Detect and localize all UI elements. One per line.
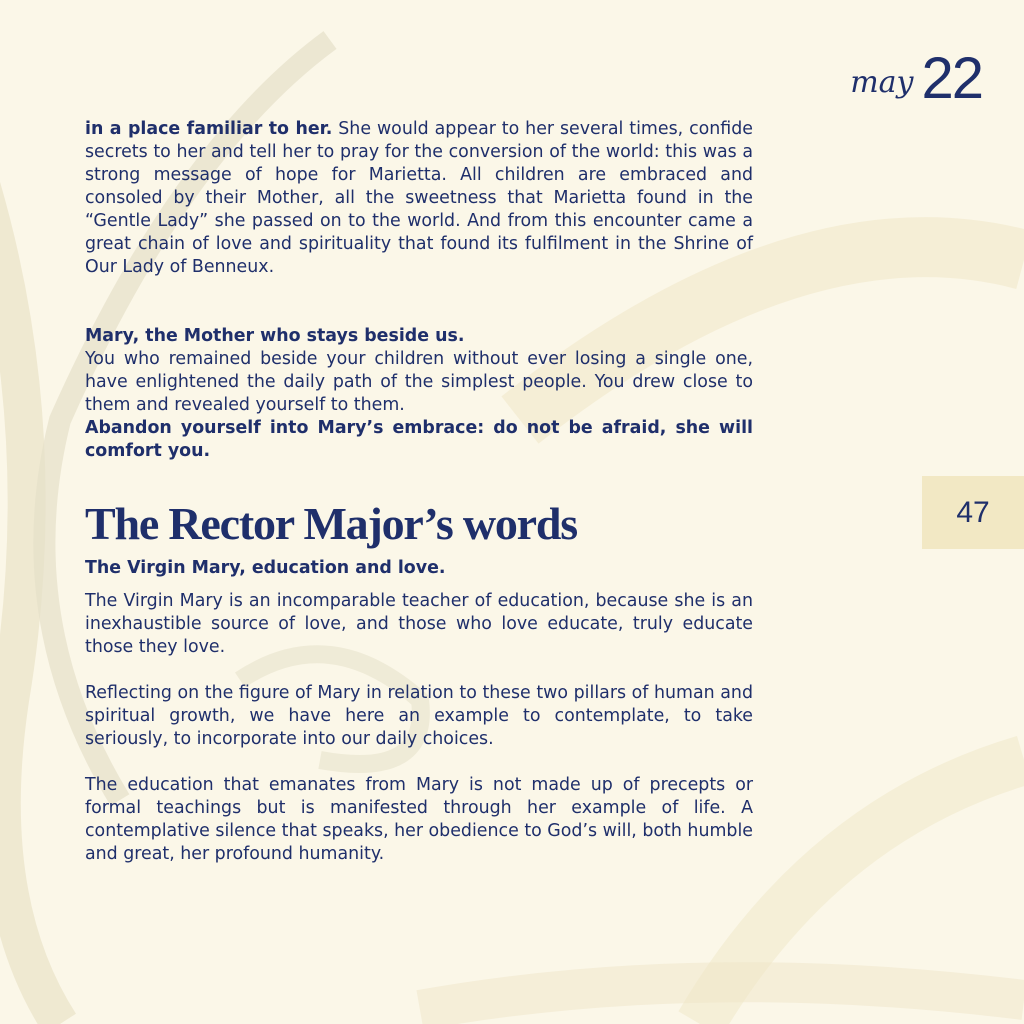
prayer-title: Mary, the Mother who stays beside us. — [85, 326, 465, 346]
rector-paragraph-2: Reflecting on the figure of Mary in relation to these two pillars of human and spiritual growth, we have here an example to contemplate, to take seriously, to incorporate into our daily choices. — [85, 683, 753, 749]
date-day: 22 — [921, 46, 982, 111]
page-content — [85, 118, 753, 866]
date-month: may — [850, 65, 914, 100]
page-number-tab — [922, 476, 1024, 549]
prayer-text: You who remained beside your children without ever losing a single one, have enlightened the daily path of the simplest people. You drew close to them and revealed yourself to them. — [85, 349, 753, 415]
intro-paragraph — [85, 118, 753, 279]
section-subheading: The Virgin Mary, education and love. — [85, 558, 446, 578]
page-number: 47 — [956, 495, 990, 529]
intro-text: She would appear to her several times, confide secrets to her and tell her to pray for the conversion of the world: this was a strong message of hope for Marietta. All children are embraced and consoled by their Mother, all the sweetness that Marietta found in the “Gentle Lady” she passed on to the world. And from this encounter came a great chain of love and spirituality that found its fulfilment in the Shrine of Our Lady of Benneux. — [85, 119, 754, 277]
prayer-closing: Abandon yourself into Mary’s embrace: do not be afraid, she will comfort you. — [85, 418, 753, 461]
section-heading: The Rector Major’s words — [85, 498, 577, 549]
rector-paragraph-3: The education that emanates from Mary is not made up of precepts or formal teachings but is manifested through her example of life. A contemplative silence that speaks, her obedience to God’s will, both humble and great, her profound humanity. — [85, 775, 753, 864]
rector-paragraph-1: The Virgin Mary is an incomparable teacher of education, because she is an inexhaustible source of love, and those who love educate, truly educate those they love. — [85, 591, 753, 657]
date-header — [850, 46, 982, 111]
intro-bold-lead: in a place familiar to her. — [85, 119, 333, 139]
